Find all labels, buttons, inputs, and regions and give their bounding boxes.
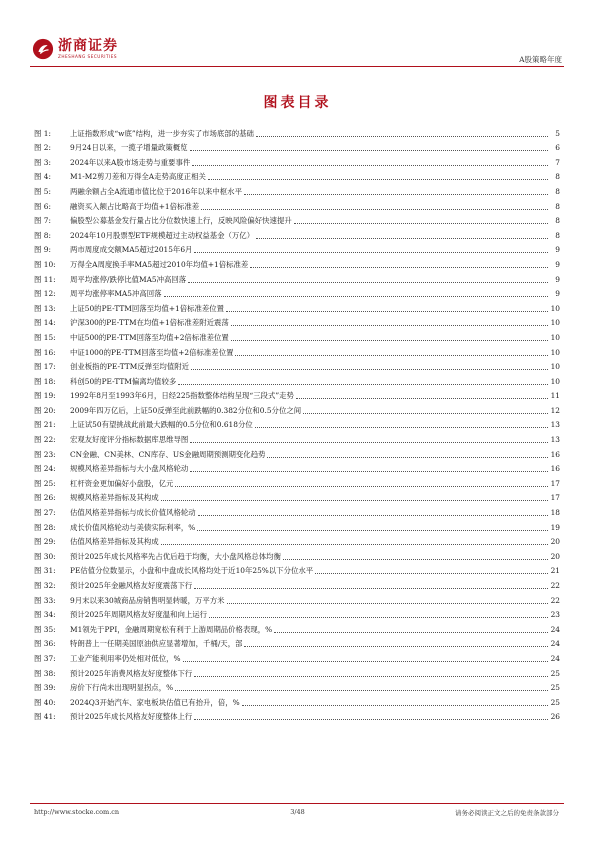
toc-entry[interactable] — [34, 270, 560, 285]
toc-page-number: 10 — [550, 303, 560, 313]
toc-figure-label: 图 1: — [34, 128, 51, 138]
brand-name: 浙商证券 — [58, 37, 118, 54]
toc-page-number: 26 — [550, 712, 560, 722]
toc-page-number: 8 — [555, 216, 560, 226]
report-type: A股策略年度 — [519, 55, 562, 64]
toc-figure-label: 图 18: — [34, 376, 56, 386]
toc-entry[interactable] — [34, 299, 560, 314]
toc-figure-label: 图 11: — [34, 274, 56, 284]
page-title: 图表目录 — [263, 95, 332, 111]
toc-figure-title: 9月24日以来，一揽子增量政策概览 — [70, 143, 188, 153]
toc-entry[interactable] — [34, 241, 560, 256]
toc-figure-label: 图 3: — [34, 157, 51, 167]
toc-page-number: 17 — [550, 493, 560, 503]
toc-figure-label: 图 2: — [34, 143, 51, 153]
toc-figure-label: 图 5: — [34, 186, 51, 196]
toc-figure-label: 图 35: — [34, 624, 56, 634]
toc-figure-title: 预计2025年消费风格友好度整体下行 — [70, 668, 193, 678]
toc-entry[interactable] — [34, 372, 560, 387]
toc-figure-title: 预计2025年成长风格友好度整体上行 — [70, 712, 193, 722]
toc-page-number: 25 — [550, 697, 560, 707]
toc-figure-title: 周平均涨停/跌停比值MA5冲高回落 — [70, 274, 187, 284]
toc-figure-title: 特朗普上一任期美国原油供应显著增加，千桶/天，部 — [70, 639, 243, 649]
toc-dot-leader — [190, 442, 548, 443]
toc-figure-title: 中证1000的PE-TTM回落至均值+2倍标准差位置 — [70, 347, 234, 357]
toc-dot-leader — [175, 486, 548, 487]
footer-url[interactable]: http://www.stocke.com.cn — [34, 808, 120, 816]
toc-figure-title: 周平均涨停率MA5冲高回落 — [70, 289, 162, 299]
toc-figure-label: 图 27: — [34, 508, 56, 518]
toc-dot-leader — [244, 646, 548, 647]
toc-page-number: 9 — [555, 289, 560, 299]
toc-figure-title: 创业板指的PE-TTM反弹至均值附近 — [70, 362, 189, 372]
toc-figure-title: 成长价值风格轮动与美债实际利率，% — [70, 522, 196, 532]
toc-figure-label: 图 29: — [34, 537, 56, 547]
toc-figure-title: 沪深300的PE-TTM在均值+1倍标准差附近震荡 — [70, 318, 229, 328]
toc-entry[interactable] — [34, 620, 560, 635]
toc-figure-label: 图 40: — [34, 697, 56, 707]
toc-entry[interactable] — [34, 591, 560, 606]
brand-name-en: ZHESHANG SECURITIES — [58, 53, 118, 59]
toc-figure-title: 2009年四万亿后，上证50反弹至此前跌幅的0.382分位和0.5分位之间 — [70, 405, 302, 415]
toc-dot-leader — [194, 252, 548, 253]
toc-figure-label: 图 7: — [34, 216, 51, 226]
toc-page-number: 16 — [550, 464, 560, 474]
toc-figure-title: PE估值分位数显示，小盘和中盘成长风格均处于近10年25%以下分位水平 — [70, 566, 314, 576]
brand-logo — [32, 38, 118, 60]
toc-dot-leader — [255, 427, 548, 428]
toc-figure-label: 图 8: — [34, 230, 51, 240]
toc-dot-leader — [231, 325, 548, 326]
toc-dot-leader — [192, 165, 548, 166]
toc-page-number: 23 — [550, 610, 560, 620]
toc-page-number: 24 — [550, 639, 560, 649]
toc-dot-leader — [315, 573, 548, 574]
toc-page-number: 10 — [550, 362, 560, 372]
toc-figure-label: 图 23: — [34, 449, 56, 459]
toc-entry[interactable] — [34, 562, 560, 577]
toc-figure-label: 图 41: — [34, 712, 56, 722]
toc-dot-leader — [178, 384, 548, 385]
toc-figure-label: 图 33: — [34, 595, 56, 605]
toc-entry[interactable] — [34, 679, 560, 694]
toc-entry[interactable] — [34, 445, 560, 460]
footer-disclaimer: 请务必阅读正文之后的免责条款部分 — [455, 809, 559, 817]
toc-dot-leader — [209, 617, 548, 618]
toc-dot-leader — [208, 179, 548, 180]
header-divider — [30, 66, 564, 67]
toc-figure-label: 图 17: — [34, 362, 56, 372]
brand-logo-icon — [32, 38, 54, 60]
toc-page-number: 11 — [550, 391, 560, 401]
toc-page-number: 10 — [550, 318, 560, 328]
toc-dot-leader — [294, 223, 548, 224]
toc-figure-label: 图 10: — [34, 259, 56, 269]
toc-entry[interactable] — [34, 474, 560, 489]
toc-figure-title: 2024年以来A股市场走势与重要事件 — [70, 157, 191, 167]
toc-figure-label: 图 38: — [34, 668, 56, 678]
toc-page-number: 8 — [555, 186, 560, 196]
toc-figure-label: 图 32: — [34, 581, 56, 590]
toc-figure-title: 科创50的PE-TTM偏离均值较多 — [70, 376, 177, 386]
toc-page-number: 9 — [555, 245, 560, 255]
toc-page-number: 9 — [555, 259, 560, 269]
toc-figure-title: 万得全A周度换手率MA5超过2010年均值+1倍标准差 — [70, 259, 249, 269]
toc-page-number: 8 — [555, 172, 560, 182]
toc-dot-leader — [191, 369, 548, 370]
toc-entry[interactable] — [34, 533, 560, 548]
toc-dot-leader — [231, 340, 548, 341]
toc-figure-label: 图 20: — [34, 405, 56, 415]
toc-dot-leader — [183, 661, 549, 662]
toc-dot-leader — [194, 676, 548, 677]
toc-figure-title: 宏观友好度评分指标数据库思维导图 — [70, 435, 189, 445]
toc-page-number: 20 — [550, 537, 560, 547]
toc-dot-leader — [175, 690, 548, 691]
toc-figure-label: 图 25: — [34, 478, 56, 488]
toc-page-number: 25 — [550, 668, 560, 678]
toc-figure-title: 1992年8月至1993年6月，日经225指数整体结构呈现“三段式”走势 — [70, 391, 294, 401]
toc-page-number: 8 — [555, 230, 560, 240]
toc-figure-title: 上证50的PE-TTM回落至均值+1倍标准差位置 — [70, 303, 225, 313]
toc-entry[interactable] — [34, 168, 560, 183]
toc-figure-label: 图 34: — [34, 610, 56, 620]
toc-dot-leader — [242, 705, 548, 706]
toc-figure-title: 9月末以来30城商品房销售明显转暖，万平方米 — [70, 595, 225, 605]
footer-divider — [30, 803, 564, 804]
toc-entry[interactable] — [34, 649, 560, 664]
toc-page-number: 24 — [550, 624, 560, 634]
toc-figure-label: 图 36: — [34, 639, 56, 649]
toc-page-number: 19 — [550, 522, 560, 532]
toc-entry[interactable] — [34, 489, 560, 504]
toc-figure-label: 图 21: — [34, 420, 56, 430]
toc-entry[interactable] — [34, 401, 560, 416]
toc-figure-title: 房价下行尚未出现明显拐点，% — [70, 683, 174, 693]
toc-figure-title: 偏股型公募基金发行量占比分位数快速上行，反映风险偏好快速提升 — [70, 216, 292, 226]
toc-figure-title: 2024年10月股票型ETF规模超过主动权益基金（万亿） — [70, 230, 255, 240]
figure-list — [34, 124, 560, 722]
toc-figure-title: 规模风格差异指标及其构成 — [70, 493, 159, 503]
toc-figure-label: 图 30: — [34, 551, 56, 561]
toc-figure-title: 上证指数形成“w底”结构，进一步夯实了市场底部的基础 — [70, 128, 254, 138]
toc-dot-leader — [274, 632, 548, 633]
toc-dot-leader — [198, 515, 548, 516]
toc-page-number: 12 — [550, 405, 560, 415]
toc-figure-title: 预计2025年周期风格友好度温和向上运行 — [70, 610, 208, 620]
toc-entry[interactable] — [34, 124, 560, 139]
toc-entry[interactable] — [34, 212, 560, 227]
toc-dot-leader — [244, 194, 548, 195]
page-number: 3/48 — [290, 808, 305, 816]
toc-figure-title: 融资买入额占比略高于均值+1倍标准差 — [70, 201, 200, 211]
toc-figure-title: 预计2025年成长风格率先占优后趋于均衡，大小盘风格总体均衡 — [70, 551, 281, 561]
toc-figure-label: 图 12: — [34, 289, 56, 299]
toc-figure-label: 图 13: — [34, 303, 56, 313]
toc-figure-label: 图 22: — [34, 435, 56, 445]
toc-page-number: 24 — [550, 653, 560, 663]
toc-page-number: 13 — [550, 435, 560, 445]
toc-figure-label: 图 6: — [34, 201, 51, 211]
toc-figure-title: 两市周度成交额MA5超过2015年6月 — [70, 245, 193, 255]
toc-dot-leader — [303, 413, 548, 414]
toc-entry[interactable] — [34, 358, 560, 373]
toc-entry[interactable] — [34, 606, 560, 621]
toc-dot-leader — [190, 150, 548, 151]
page-header — [30, 38, 564, 68]
toc-dot-leader — [194, 588, 548, 589]
toc-figure-label: 图 26: — [34, 493, 56, 503]
toc-dot-leader — [283, 559, 548, 560]
toc-page-number: 18 — [550, 508, 560, 518]
toc-entry[interactable] — [34, 708, 560, 723]
toc-entry[interactable] — [34, 503, 560, 518]
toc-page-number: 8 — [555, 201, 560, 211]
toc-entry[interactable] — [34, 153, 560, 168]
toc-dot-leader — [235, 355, 548, 356]
toc-dot-leader — [256, 238, 548, 239]
toc-dot-leader — [161, 544, 548, 545]
toc-entry[interactable] — [34, 343, 560, 358]
toc-entry[interactable] — [34, 635, 560, 650]
toc-figure-label: 图 39: — [34, 683, 56, 693]
toc-page-number: 13 — [550, 420, 560, 430]
toc-dot-leader — [256, 136, 548, 137]
toc-figure-label: 图 15: — [34, 332, 56, 342]
toc-entry[interactable] — [34, 255, 560, 270]
toc-entry[interactable] — [34, 314, 560, 329]
toc-entry[interactable] — [34, 518, 560, 533]
toc-entry[interactable] — [34, 430, 560, 445]
toc-figure-title: 工业产能利用率仍处相对低位，% — [70, 653, 181, 663]
toc-figure-label: 图 14: — [34, 318, 56, 328]
toc-figure-label: 图 31: — [34, 566, 56, 576]
toc-figure-label: 图 37: — [34, 653, 56, 663]
toc-figure-title: 上证试50有望挑战此前最大跌幅的0.5分位和0.618分位 — [70, 420, 253, 430]
toc-page-number: 16 — [550, 449, 560, 459]
toc-entry[interactable] — [34, 576, 560, 591]
toc-entry[interactable] — [34, 416, 560, 431]
toc-figure-title: 中证500的PE-TTM回落至均值+2倍标准差位置 — [70, 332, 229, 342]
toc-figure-title: 2024Q3开始汽车、家电板块估值已有抬升，倍，% — [70, 697, 240, 707]
toc-entry[interactable] — [34, 328, 560, 343]
toc-dot-leader — [267, 457, 548, 458]
toc-dot-leader — [226, 311, 548, 312]
toc-page-number: 10 — [550, 332, 560, 342]
toc-page-number: 22 — [550, 581, 560, 590]
toc-figure-label: 图 24: — [34, 464, 56, 474]
toc-dot-leader — [296, 398, 548, 399]
toc-figure-label: 图 9: — [34, 245, 51, 255]
toc-page-number: 22 — [550, 595, 560, 605]
toc-figure-title: 两融余额占全A流通市值比位于2016年以来中枢水平 — [70, 186, 242, 196]
toc-figure-title: M1-M2剪刀差和万得全A走势高度正相关 — [70, 172, 206, 182]
toc-page-number: 21 — [550, 566, 560, 576]
toc-dot-leader — [201, 209, 548, 210]
toc-figure-label: 图 19: — [34, 391, 56, 401]
toc-figure-label: 图 4: — [34, 172, 51, 182]
toc-page-number: 7 — [555, 157, 560, 167]
toc-entry[interactable] — [34, 664, 560, 679]
toc-figure-title: 预计2025年金融风格友好度震荡下行 — [70, 581, 193, 590]
toc-page-number: 10 — [550, 376, 560, 386]
toc-entry[interactable] — [34, 547, 560, 562]
toc-figure-title: 估值风格差异指标及其构成 — [70, 537, 159, 547]
toc-entry[interactable] — [34, 139, 560, 154]
toc-dot-leader — [188, 282, 548, 283]
toc-entry[interactable] — [34, 693, 560, 708]
toc-dot-leader — [227, 603, 548, 604]
toc-dot-leader — [194, 719, 548, 720]
toc-figure-title: 估值风格差异指标与成长价值风格轮动 — [70, 508, 196, 518]
toc-figure-label: 图 28: — [34, 522, 56, 532]
toc-page-number: 20 — [550, 551, 560, 561]
toc-figure-title: 杠杆资金更加偏好小盘股，亿元 — [70, 478, 174, 488]
toc-entry[interactable] — [34, 226, 560, 241]
toc-entry[interactable] — [34, 285, 560, 300]
toc-page-number: 10 — [550, 347, 560, 357]
toc-figure-label: 图 16: — [34, 347, 56, 357]
toc-figure-title: M1领先于PPI，金融周期宽松有利于上游周期品价格表现，% — [70, 624, 273, 634]
toc-dot-leader — [250, 267, 548, 268]
toc-page-number: 25 — [550, 683, 560, 693]
toc-entry[interactable] — [34, 197, 560, 212]
toc-page-number: 9 — [555, 274, 560, 284]
toc-dot-leader — [161, 500, 548, 501]
toc-page-number: 17 — [550, 478, 560, 488]
toc-entry[interactable] — [34, 460, 560, 475]
toc-figure-title: 规模风格差异指标与大小盘风格轮动 — [70, 464, 189, 474]
toc-entry[interactable] — [34, 182, 560, 197]
toc-dot-leader — [164, 296, 548, 297]
toc-dot-leader — [197, 530, 548, 531]
toc-entry[interactable] — [34, 387, 560, 402]
toc-dot-leader — [190, 471, 548, 472]
toc-figure-title: CN金融、CN美林、CN库存、US金融周期预测期变化趋势 — [70, 449, 266, 459]
toc-page-number: 6 — [555, 143, 560, 153]
toc-page-number: 5 — [555, 128, 560, 138]
